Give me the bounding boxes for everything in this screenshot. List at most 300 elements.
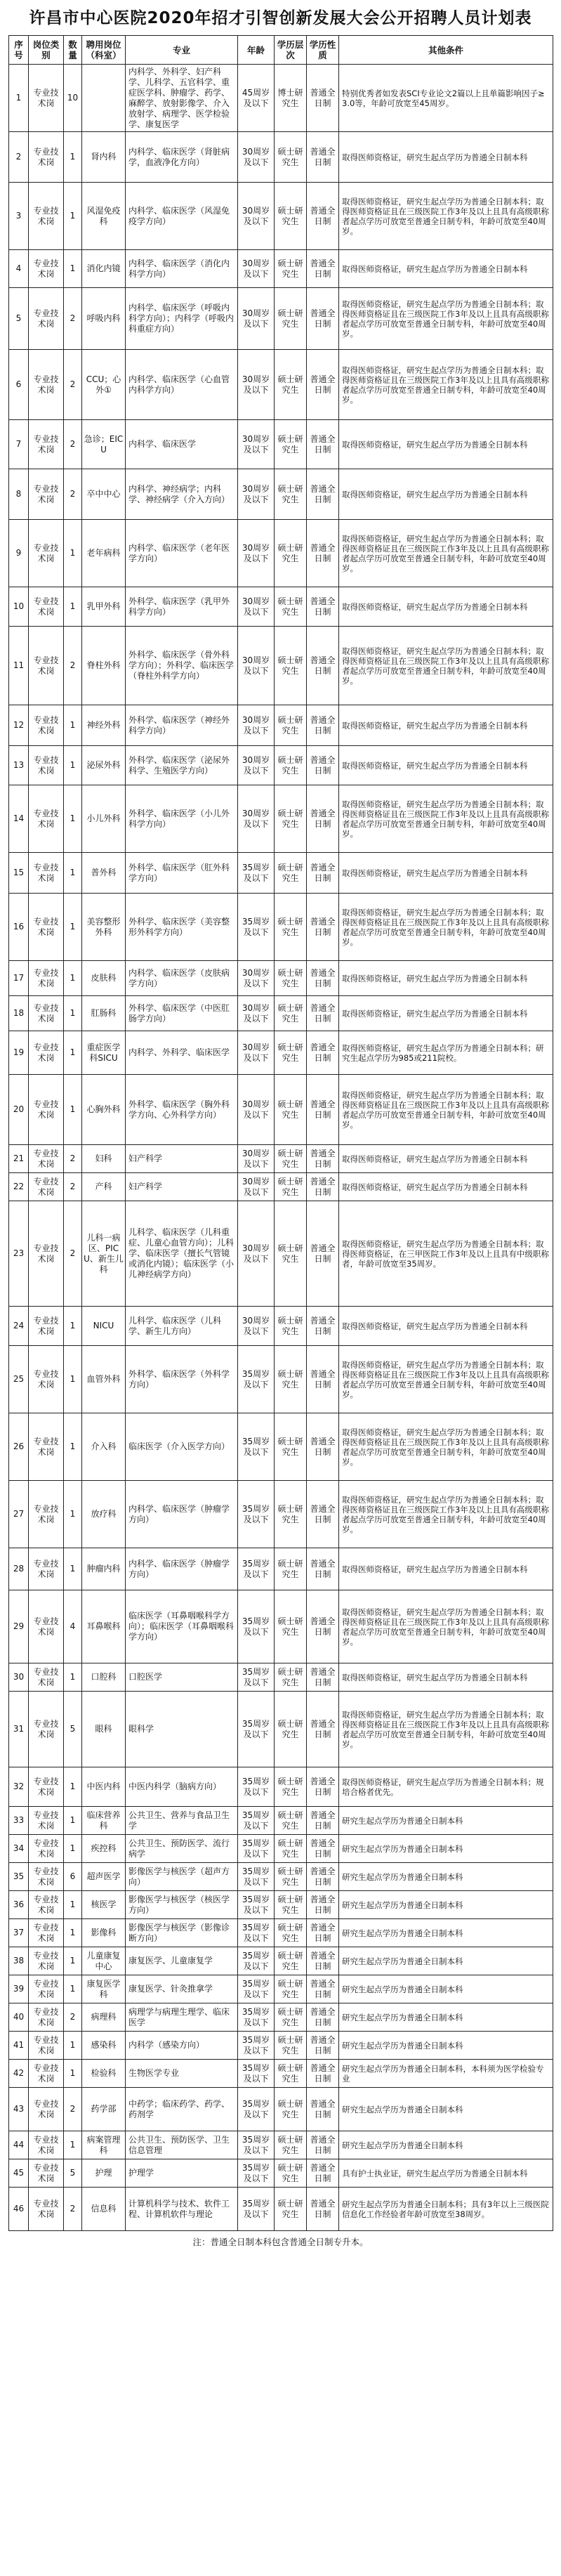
- cell-age: 35周岁及以下: [238, 2032, 275, 2060]
- cell-conditions: 研究生起点学历为普通全日制本科: [339, 2032, 553, 2060]
- cell-count: 2: [64, 469, 82, 520]
- cell-seq: 42: [9, 2060, 29, 2088]
- cell-major: 内科学、临床医学（呼吸内科学方向）；内科学（呼吸内科重症方向）: [126, 288, 238, 350]
- cell-major: 内科学、临床医学（皮肤病学方向）: [126, 961, 238, 996]
- cell-edu-nature: 普通全日制: [307, 420, 339, 469]
- cell-conditions: 取得医师资格证，研究生起点学历为普通全日制本科: [339, 250, 553, 288]
- cell-conditions: 取得医师资格证，研究生起点学历为普通全日制本科: [339, 1145, 553, 1173]
- cell-major: 外科学、临床医学（外科学方向）: [126, 1346, 238, 1413]
- cell-category: 专业技术岗: [29, 65, 64, 132]
- cell-category: 专业技术岗: [29, 1031, 64, 1075]
- cell-education: 硕士研究生: [275, 1663, 307, 1692]
- cell-education: 硕士研究生: [275, 2159, 307, 2188]
- cell-major: 外科学、临床医学（骨外科学方向）；外科学、临床医学（脊柱外科学方向）: [126, 627, 238, 705]
- table-row: [9, 2060, 553, 2088]
- cell-seq: 9: [9, 520, 29, 587]
- cell-seq: 1: [9, 65, 29, 132]
- cell-category: 专业技术岗: [29, 520, 64, 587]
- cell-post: 产科: [82, 1173, 126, 1201]
- cell-category: 专业技术岗: [29, 1201, 64, 1307]
- cell-count: 5: [64, 1692, 82, 1767]
- cell-post: 耳鼻喉科: [82, 1590, 126, 1663]
- cell-category: 专业技术岗: [29, 785, 64, 853]
- cell-seq: 18: [9, 996, 29, 1031]
- cell-education: 硕士研究生: [275, 1413, 307, 1481]
- cell-count: 2: [64, 1201, 82, 1307]
- cell-post: 检验科: [82, 2060, 126, 2088]
- cell-count: 2: [64, 627, 82, 705]
- cell-seq: 2: [9, 132, 29, 183]
- cell-seq: 34: [9, 1835, 29, 1863]
- cell-conditions: 取得医师资格证，研究生起点学历为普通全日制本科；取得医师资格证且在三级医院工作3年及以上且具有高级职称者起点学历可放宽至普通全日制专科，年龄可放宽至40周岁。: [339, 627, 553, 705]
- cell-conditions: 取得医师资格证，研究生起点学历为普通全日制本科；取得医师资格证且在三级医院工作3年及以上且具有高级职称者起点学历可放宽至普通全日制专科，年龄可放宽至40周岁。: [339, 1692, 553, 1767]
- cell-edu-nature: 普通全日制: [307, 2131, 339, 2159]
- cell-category: 专业技术岗: [29, 2003, 64, 2032]
- cell-education: 硕士研究生: [275, 996, 307, 1031]
- cell-age: 30周岁及以下: [238, 1031, 275, 1075]
- cell-major: 内科学、神经病学；内科学、神经病学（介入方向）: [126, 469, 238, 520]
- cell-category: 专业技术岗: [29, 1663, 64, 1692]
- table-row: [9, 705, 553, 746]
- cell-count: 1: [64, 2060, 82, 2088]
- cell-post: 疾控科: [82, 1835, 126, 1863]
- cell-edu-nature: 普通全日制: [307, 1767, 339, 1807]
- cell-education: 硕士研究生: [275, 350, 307, 420]
- cell-conditions: 取得医师资格证，研究生起点学历为普通全日制本科: [339, 746, 553, 785]
- cell-edu-nature: 普通全日制: [307, 853, 339, 894]
- cell-post: 呼吸内科: [82, 288, 126, 350]
- cell-count: 1: [64, 961, 82, 996]
- cell-edu-nature: 普通全日制: [307, 705, 339, 746]
- cell-major: 外科学、临床医学（肛外科学方向）: [126, 853, 238, 894]
- cell-education: 硕士研究生: [275, 2032, 307, 2060]
- cell-seq: 26: [9, 1413, 29, 1481]
- cell-conditions: 取得医师资格证，研究生起点学历为普通全日制本科: [339, 996, 553, 1031]
- cell-education: 硕士研究生: [275, 520, 307, 587]
- cell-conditions: 取得医师资格证，研究生起点学历为普通全日制本科: [339, 961, 553, 996]
- cell-major: 妇产科学: [126, 1173, 238, 1201]
- cell-count: 1: [64, 1891, 82, 1919]
- cell-conditions: 取得医师资格证，研究生起点学历为普通全日制本科: [339, 853, 553, 894]
- cell-category: 专业技术岗: [29, 2032, 64, 2060]
- cell-post: 急诊；EICU: [82, 420, 126, 469]
- cell-count: 1: [64, 1919, 82, 1947]
- cell-seq: 16: [9, 894, 29, 961]
- cell-age: 30周岁及以下: [238, 1201, 275, 1307]
- cell-major: 护理学: [126, 2159, 238, 2188]
- cell-post: 中医内科: [82, 1767, 126, 1807]
- table-row: [9, 785, 553, 853]
- cell-age: 35周岁及以下: [238, 1947, 275, 1975]
- cell-category: 专业技术岗: [29, 1145, 64, 1173]
- cell-count: 1: [64, 2032, 82, 2060]
- cell-seq: 31: [9, 1692, 29, 1767]
- cell-education: 硕士研究生: [275, 2060, 307, 2088]
- cell-age: 35周岁及以下: [238, 2159, 275, 2188]
- cell-education: 硕士研究生: [275, 746, 307, 785]
- cell-category: 专业技术岗: [29, 627, 64, 705]
- cell-count: 1: [64, 1075, 82, 1145]
- cell-age: 35周岁及以下: [238, 2131, 275, 2159]
- cell-conditions: 研究生起点学历为普通全日制本科: [339, 1863, 553, 1891]
- cell-education: 硕士研究生: [275, 1031, 307, 1075]
- cell-post: 超声医学: [82, 1863, 126, 1891]
- cell-conditions: 取得医师资格证，研究生起点学历为普通全日制本科: [339, 1307, 553, 1346]
- cell-age: 30周岁及以下: [238, 350, 275, 420]
- cell-post: 妇科: [82, 1145, 126, 1173]
- cell-conditions: 取得医师资格证，研究生起点学历为普通全日制本科；研究生起点学历为985或211院校。: [339, 1031, 553, 1075]
- cell-post: 皮肤科: [82, 961, 126, 996]
- cell-major: 外科学、临床医学（神经外科学方向）: [126, 705, 238, 746]
- cell-education: 硕士研究生: [275, 1145, 307, 1173]
- cell-count: 2: [64, 350, 82, 420]
- cell-edu-nature: 普通全日制: [307, 1413, 339, 1481]
- table-row: [9, 996, 553, 1031]
- table-row: [9, 746, 553, 785]
- cell-major: 儿科学、临床医学（儿科重症、儿童心血管方向）；儿科学、临床医学（擅长气管镜或消化内镜）；临床医学（小儿神经病学方向）: [126, 1201, 238, 1307]
- cell-seq: 25: [9, 1346, 29, 1413]
- cell-major: 生物医学专业: [126, 2060, 238, 2088]
- cell-conditions: 研究生起点学历为普通全日制本科: [339, 1947, 553, 1975]
- table-row: [9, 1031, 553, 1075]
- cell-major: 影像医学与核医学（核医学方向）: [126, 1891, 238, 1919]
- cell-count: 10: [64, 65, 82, 132]
- cell-post: 病理科: [82, 2003, 126, 2032]
- table-row: [9, 1863, 553, 1891]
- cell-age: 30周岁及以下: [238, 785, 275, 853]
- table-row: [9, 1201, 553, 1307]
- cell-conditions: 研究生起点学历为普通全日制本科: [339, 1807, 553, 1835]
- cell-count: 2: [64, 2088, 82, 2131]
- cell-major: 儿科学、临床医学（儿科学、新生儿方向）: [126, 1307, 238, 1346]
- table-row: [9, 2131, 553, 2159]
- cell-seq: 43: [9, 2088, 29, 2131]
- cell-count: 2: [64, 2188, 82, 2231]
- cell-category: 专业技术岗: [29, 288, 64, 350]
- footnote: 注：普通全日制本科包含普通全日制专升本。: [192, 2237, 369, 2247]
- table-row: [9, 1947, 553, 1975]
- cell-conditions: 取得医师资格证，研究生起点学历为普通全日制本科: [339, 1548, 553, 1590]
- table-row: [9, 1346, 553, 1413]
- cell-post: 泌尿外科: [82, 746, 126, 785]
- cell-seq: 28: [9, 1548, 29, 1590]
- cell-conditions: 研究生起点学历为普通全日制本科: [339, 1891, 553, 1919]
- cell-category: 专业技术岗: [29, 1307, 64, 1346]
- table-row: [9, 2188, 553, 2231]
- cell-post: 肿瘤内科: [82, 1548, 126, 1590]
- cell-education: 硕士研究生: [275, 2003, 307, 2032]
- cell-education: 硕士研究生: [275, 1807, 307, 1835]
- cell-count: 1: [64, 1307, 82, 1346]
- cell-edu-nature: 普通全日制: [307, 2003, 339, 2032]
- cell-education: 硕士研究生: [275, 1346, 307, 1413]
- cell-seq: 35: [9, 1863, 29, 1891]
- cell-post: 风湿免疫科: [82, 183, 126, 250]
- cell-post: 脊柱外科: [82, 627, 126, 705]
- cell-education: 硕士研究生: [275, 785, 307, 853]
- cell-conditions: 研究生起点学历为普通全日制本科: [339, 2088, 553, 2131]
- cell-count: 4: [64, 1590, 82, 1663]
- cell-major: 外科学、临床医学（美容整形外科学方向）: [126, 894, 238, 961]
- cell-edu-nature: 普通全日制: [307, 1835, 339, 1863]
- table-row: [9, 250, 553, 288]
- cell-education: 硕士研究生: [275, 288, 307, 350]
- cell-seq: 15: [9, 853, 29, 894]
- cell-education: 硕士研究生: [275, 853, 307, 894]
- cell-edu-nature: 普通全日制: [307, 520, 339, 587]
- header-cell: 数量: [64, 36, 82, 65]
- cell-edu-nature: 普通全日制: [307, 350, 339, 420]
- cell-edu-nature: 普通全日制: [307, 2159, 339, 2188]
- cell-age: 30周岁及以下: [238, 288, 275, 350]
- header-cell: 岗位类别: [29, 36, 64, 65]
- cell-post: 眼科: [82, 1692, 126, 1767]
- cell-age: 35周岁及以下: [238, 1863, 275, 1891]
- cell-edu-nature: 普通全日制: [307, 1891, 339, 1919]
- cell-post: 肾内科: [82, 132, 126, 183]
- cell-edu-nature: 普通全日制: [307, 1481, 339, 1548]
- header-cell: 序号: [9, 36, 29, 65]
- table-row: [9, 2003, 553, 2032]
- header-cell: 聘用岗位（科室）: [82, 36, 126, 65]
- cell-post: 口腔科: [82, 1663, 126, 1692]
- cell-seq: 30: [9, 1663, 29, 1692]
- cell-conditions: 取得医师资格证，研究生起点学历为普通全日制本科；取得医师资格证且在三级医院工作3年及以上且具有高级职称者起点学历可放宽至普通全日制专科，年龄可放宽至40周岁。: [339, 1481, 553, 1548]
- cell-age: 35周岁及以下: [238, 894, 275, 961]
- table-row: [9, 1413, 553, 1481]
- cell-education: 硕士研究生: [275, 1548, 307, 1590]
- cell-education: 硕士研究生: [275, 1173, 307, 1201]
- cell-major: 内科学、临床医学（肿瘤学方向）: [126, 1481, 238, 1548]
- cell-major: 公共卫生、预防医学、卫生信息管理: [126, 2131, 238, 2159]
- cell-conditions: 取得医师资格证，研究生起点学历为普通全日制本科；取得医师资格证且在三级医院工作3年及以上且具有高级职称者起点学历可放宽至普通全日制专科，年龄可放宽至40周岁。: [339, 183, 553, 250]
- cell-age: 35周岁及以下: [238, 1692, 275, 1767]
- cell-age: 35周岁及以下: [238, 1590, 275, 1663]
- cell-post: 小儿外科: [82, 785, 126, 853]
- cell-count: 1: [64, 1835, 82, 1863]
- cell-age: 35周岁及以下: [238, 1346, 275, 1413]
- cell-conditions: 取得医师资格证，研究生起点学历为普通全日制本科: [339, 705, 553, 746]
- table-row: [9, 65, 553, 132]
- cell-count: 1: [64, 1031, 82, 1075]
- table-row: [9, 2032, 553, 2060]
- header-cell: 学历层次: [275, 36, 307, 65]
- table-row: [9, 2159, 553, 2188]
- cell-count: 1: [64, 853, 82, 894]
- cell-age: 35周岁及以下: [238, 1807, 275, 1835]
- cell-category: 专业技术岗: [29, 1919, 64, 1947]
- cell-education: 硕士研究生: [275, 420, 307, 469]
- header-cell: 专业: [126, 36, 238, 65]
- cell-category: 专业技术岗: [29, 2088, 64, 2131]
- table-row: [9, 288, 553, 350]
- table-row: [9, 350, 553, 420]
- cell-conditions: 取得医师资格证，研究生起点学历为普通全日制本科；取得医师资格证，在三甲医院工作3年及以上且具有中级职称者，年龄可放宽至35周岁。: [339, 1201, 553, 1307]
- cell-age: 35周岁及以下: [238, 1767, 275, 1807]
- cell-edu-nature: 普通全日制: [307, 2188, 339, 2231]
- cell-age: 30周岁及以下: [238, 996, 275, 1031]
- cell-edu-nature: 普通全日制: [307, 288, 339, 350]
- cell-conditions: 取得医师资格证，研究生起点学历为普通全日制本科；规培合格者优先。: [339, 1767, 553, 1807]
- cell-edu-nature: 普通全日制: [307, 1663, 339, 1692]
- cell-age: 35周岁及以下: [238, 1663, 275, 1692]
- cell-age: 30周岁及以下: [238, 961, 275, 996]
- cell-count: 1: [64, 132, 82, 183]
- cell-major: 内科学、外科学、妇产科学、儿科学、五官科学、重症医学科、肿瘤学、药学、麻醉学、放射影像学、介入放射学、病理学、医学检验学、康复医学: [126, 65, 238, 132]
- cell-age: 35周岁及以下: [238, 2003, 275, 2032]
- cell-category: 专业技术岗: [29, 1173, 64, 1201]
- cell-seq: 29: [9, 1590, 29, 1663]
- cell-edu-nature: 普通全日制: [307, 183, 339, 250]
- cell-edu-nature: 普通全日制: [307, 746, 339, 785]
- table-row: [9, 469, 553, 520]
- cell-major: 公共卫生、预防医学、流行病学: [126, 1835, 238, 1863]
- cell-edu-nature: 普通全日制: [307, 65, 339, 132]
- cell-seq: 12: [9, 705, 29, 746]
- cell-seq: 24: [9, 1307, 29, 1346]
- cell-major: 影像医学与核医学（影像诊断方向）: [126, 1919, 238, 1947]
- cell-age: 30周岁及以下: [238, 1145, 275, 1173]
- table-row: [9, 1975, 553, 2003]
- cell-post: 美容整形外科: [82, 894, 126, 961]
- cell-category: 专业技术岗: [29, 894, 64, 961]
- cell-seq: 40: [9, 2003, 29, 2032]
- cell-conditions: 研究生起点学历为普通全日制本科: [339, 1919, 553, 1947]
- cell-conditions: 特别优秀者如发表SCI专业论文2篇以上且单篇影响因子≥3.0等，年龄可放宽至45周岁。: [339, 65, 553, 132]
- table-row: [9, 183, 553, 250]
- cell-category: 专业技术岗: [29, 2060, 64, 2088]
- cell-post: 重症医学科SICU: [82, 1031, 126, 1075]
- cell-category: 专业技术岗: [29, 996, 64, 1031]
- cell-category: 专业技术岗: [29, 587, 64, 627]
- table-row: [9, 1481, 553, 1548]
- cell-count: 1: [64, 705, 82, 746]
- cell-count: 1: [64, 1767, 82, 1807]
- cell-category: 专业技术岗: [29, 350, 64, 420]
- cell-education: 硕士研究生: [275, 1863, 307, 1891]
- cell-conditions: 研究生起点学历为普通全日制本科: [339, 1835, 553, 1863]
- cell-education: 硕士研究生: [275, 2131, 307, 2159]
- cell-conditions: 取得医师资格证，研究生起点学历为普通全日制本科；取得医师资格证且在三级医院工作3年及以上且具有高级职称者起点学历可放宽至普通全日制专科，年龄可放宽至40周岁。: [339, 894, 553, 961]
- cell-age: 30周岁及以下: [238, 1173, 275, 1201]
- cell-age: 35周岁及以下: [238, 853, 275, 894]
- cell-conditions: 取得医师资格证，研究生起点学历为普通全日制本科: [339, 1173, 553, 1201]
- cell-conditions: 取得医师资格证，研究生起点学历为普通全日制本科；取得医师资格证且在三级医院工作3年及以上且具有高级职称者起点学历可放宽至普通全日制专科，年龄可放宽至40周岁。: [339, 520, 553, 587]
- cell-age: 35周岁及以下: [238, 1548, 275, 1590]
- cell-age: 35周岁及以下: [238, 2088, 275, 2131]
- cell-count: 1: [64, 587, 82, 627]
- cell-age: 35周岁及以下: [238, 2188, 275, 2231]
- cell-category: 专业技术岗: [29, 1975, 64, 2003]
- cell-major: 内科学、临床医学（消化内科学方向）: [126, 250, 238, 288]
- cell-age: 35周岁及以下: [238, 1975, 275, 2003]
- cell-count: 1: [64, 1663, 82, 1692]
- cell-category: 专业技术岗: [29, 183, 64, 250]
- table-row: [9, 1548, 553, 1590]
- cell-count: 2: [64, 1173, 82, 1201]
- cell-seq: 33: [9, 1807, 29, 1835]
- cell-education: 硕士研究生: [275, 1767, 307, 1807]
- cell-age: 30周岁及以下: [238, 627, 275, 705]
- cell-seq: 27: [9, 1481, 29, 1548]
- cell-count: 1: [64, 1548, 82, 1590]
- cell-edu-nature: 普通全日制: [307, 1346, 339, 1413]
- cell-education: 硕士研究生: [275, 1891, 307, 1919]
- cell-post: 药学部: [82, 2088, 126, 2131]
- cell-count: 2: [64, 288, 82, 350]
- cell-conditions: 研究生起点学历为普通全日制本科: [339, 1975, 553, 2003]
- cell-edu-nature: 普通全日制: [307, 132, 339, 183]
- cell-education: 硕士研究生: [275, 1075, 307, 1145]
- cell-education: 硕士研究生: [275, 2188, 307, 2231]
- cell-seq: 32: [9, 1767, 29, 1807]
- cell-major: 内科学、临床医学（风湿免疫学方向）: [126, 183, 238, 250]
- cell-education: 硕士研究生: [275, 469, 307, 520]
- cell-category: 专业技术岗: [29, 1891, 64, 1919]
- cell-count: 1: [64, 1413, 82, 1481]
- cell-age: 30周岁及以下: [238, 705, 275, 746]
- cell-major: 外科学、临床医学（泌尿外科学、生殖医学方向）: [126, 746, 238, 785]
- cell-category: 专业技术岗: [29, 746, 64, 785]
- cell-age: 30周岁及以下: [238, 520, 275, 587]
- cell-edu-nature: 普通全日制: [307, 1919, 339, 1947]
- cell-conditions: 取得医师资格证，研究生起点学历为普通全日制本科: [339, 469, 553, 520]
- cell-education: 硕士研究生: [275, 1201, 307, 1307]
- cell-major: 康复医学、针灸推拿学: [126, 1975, 238, 2003]
- cell-education: 硕士研究生: [275, 2088, 307, 2131]
- table-row: [9, 894, 553, 961]
- cell-edu-nature: 普通全日制: [307, 1692, 339, 1767]
- cell-seq: 10: [9, 587, 29, 627]
- cell-age: 35周岁及以下: [238, 1481, 275, 1548]
- table-row: [9, 1307, 553, 1346]
- table-row: [9, 420, 553, 469]
- cell-major: 中医内科学（脑病方向）: [126, 1767, 238, 1807]
- cell-category: 专业技术岗: [29, 2188, 64, 2231]
- cell-edu-nature: 普通全日制: [307, 1590, 339, 1663]
- cell-conditions: 具有护士执业证，研究生起点学历为普通全日制本科: [339, 2159, 553, 2188]
- cell-age: 35周岁及以下: [238, 1413, 275, 1481]
- table-body: [9, 65, 553, 2231]
- cell-edu-nature: 普通全日制: [307, 250, 339, 288]
- cell-edu-nature: 普通全日制: [307, 2088, 339, 2131]
- cell-count: 1: [64, 1975, 82, 2003]
- table-row: [9, 1767, 553, 1807]
- cell-count: 1: [64, 785, 82, 853]
- cell-seq: 23: [9, 1201, 29, 1307]
- cell-seq: 13: [9, 746, 29, 785]
- cell-major: 临床医学（介入医学方向）: [126, 1413, 238, 1481]
- table-row: [9, 1663, 553, 1692]
- cell-category: 专业技术岗: [29, 469, 64, 520]
- cell-post: 乳甲外科: [82, 587, 126, 627]
- cell-age: 30周岁及以下: [238, 587, 275, 627]
- cell-seq: 3: [9, 183, 29, 250]
- cell-category: 专业技术岗: [29, 1075, 64, 1145]
- cell-count: 1: [64, 1807, 82, 1835]
- cell-category: 专业技术岗: [29, 1481, 64, 1548]
- cell-category: 专业技术岗: [29, 2159, 64, 2188]
- cell-edu-nature: 普通全日制: [307, 1307, 339, 1346]
- cell-post: 普外科: [82, 853, 126, 894]
- cell-education: 硕士研究生: [275, 1947, 307, 1975]
- cell-post: 临床营养科: [82, 1807, 126, 1835]
- cell-edu-nature: 普通全日制: [307, 1975, 339, 2003]
- cell-post: 血管外科: [82, 1346, 126, 1413]
- cell-seq: 44: [9, 2131, 29, 2159]
- cell-age: 35周岁及以下: [238, 1891, 275, 1919]
- cell-category: 专业技术岗: [29, 961, 64, 996]
